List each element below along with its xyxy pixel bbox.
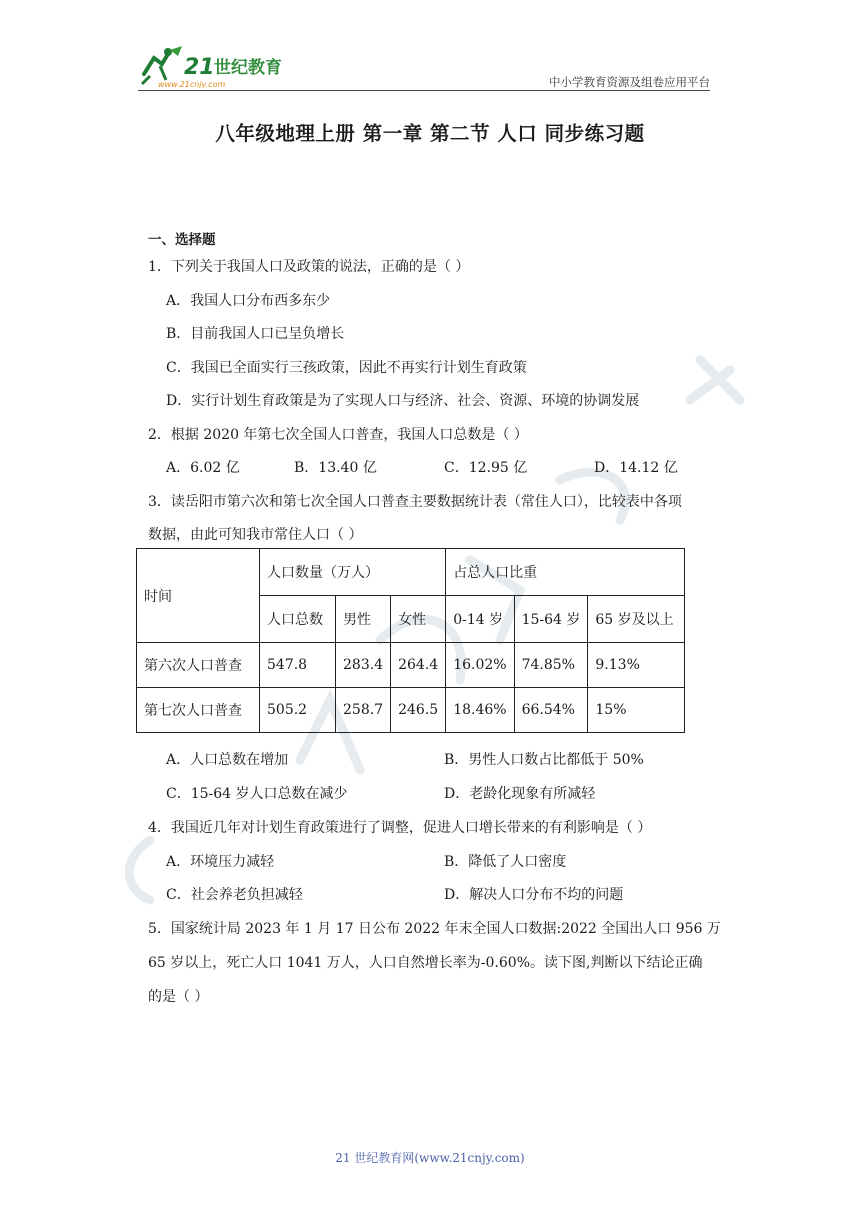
svg-text:21: 21 bbox=[184, 55, 215, 80]
svg-text:www.21cnjy.com: www.21cnjy.com bbox=[158, 80, 226, 88]
q1-option-c: C．我国已全面实行三孩政策，因此不再实行计划生育政策 bbox=[166, 360, 527, 376]
q1-option-a: A．我国人口分布西多东少 bbox=[166, 293, 331, 309]
q2-option-a: A．6.02 亿 bbox=[166, 460, 240, 476]
q3-option-a: A．人口总数在增加 bbox=[166, 752, 289, 768]
q1-option-d: D．实行计划生育政策是为了实现人口与经济、社会、资源、环境的协调发展 bbox=[166, 393, 640, 409]
q4-option-d: D．解决人口分布不均的问题 bbox=[444, 887, 624, 903]
table-cell: 246.5 bbox=[391, 688, 446, 733]
table-cell: 505.2 bbox=[260, 688, 336, 733]
table-cell: 16.02% bbox=[446, 643, 514, 688]
table-cell: 第六次人口普查 bbox=[137, 643, 260, 688]
question-3-stem-line-1: 3．读岳阳市第六次和第七次全国人口普查主要数据统计表（常住人口），比较表中各项 bbox=[148, 494, 682, 510]
table-subheader: 人口总数 bbox=[260, 596, 336, 643]
site-logo bbox=[138, 44, 328, 88]
q1-option-b: B．目前我国人口已呈负增长 bbox=[166, 326, 345, 342]
table-cell: 9.13% bbox=[588, 643, 685, 688]
platform-label: 中小学教育资源及组卷应用平台 bbox=[549, 75, 710, 89]
question-3-stem-line-2: 数据，由此可知我市常住人口（ ） bbox=[148, 527, 363, 543]
table-header-proportion: 占总人口比重 bbox=[446, 549, 685, 596]
page-footer[interactable]: 21 世纪教育网(www.21cnjy.com) bbox=[335, 1151, 525, 1165]
q3-option-c: C．15-64 岁人口总数在减少 bbox=[166, 786, 348, 802]
census-table bbox=[136, 548, 685, 733]
question-2-stem: 2．根据 2020 年第七次全国人口普查，我国人口总数是（ ） bbox=[148, 427, 528, 443]
svg-text:世纪教育: 世纪教育 bbox=[214, 58, 282, 78]
table-subheader: 65 岁及以上 bbox=[588, 596, 685, 643]
table-cell: 258.7 bbox=[336, 688, 391, 733]
question-1-stem: 1．下列关于我国人口及政策的说法，正确的是（ ） bbox=[148, 259, 470, 275]
table-subheader: 15-64 岁 bbox=[514, 596, 588, 643]
header-divider bbox=[138, 90, 710, 91]
table-cell: 18.46% bbox=[446, 688, 514, 733]
section-heading: 一、选择题 bbox=[148, 232, 216, 248]
q4-option-a: A．环境压力减轻 bbox=[166, 854, 275, 870]
question-5-stem-line-2: 65 岁以上，死亡人口 1041 万人，人口自然增长率为-0.60%。读下图,判断以下结论正确 bbox=[148, 955, 703, 971]
q2-option-c: C．12.95 亿 bbox=[444, 460, 528, 476]
question-4-stem: 4．我国近几年对计划生育政策进行了调整，促进人口增长带来的有利影响是（ ） bbox=[148, 820, 652, 836]
q2-option-d: D．14.12 亿 bbox=[594, 460, 678, 476]
page-title: 八年级地理上册 第一章 第二节 人口 同步练习题 bbox=[215, 122, 645, 145]
table-cell: 547.8 bbox=[260, 643, 336, 688]
table-header-population: 人口数量（万人） bbox=[260, 549, 446, 596]
q2-option-b: B．13.40 亿 bbox=[294, 460, 377, 476]
question-5-stem-line-3: 的是（ ） bbox=[148, 989, 209, 1005]
table-cell: 74.85% bbox=[514, 643, 588, 688]
table-subheader: 女性 bbox=[391, 596, 446, 643]
table-row bbox=[137, 643, 685, 688]
q3-option-b: B．男性人口数占比都低于 50% bbox=[444, 752, 644, 768]
table-cell: 第七次人口普查 bbox=[137, 688, 260, 733]
table-cell: 66.54% bbox=[514, 688, 588, 733]
table-header-time: 时间 bbox=[137, 549, 260, 643]
table-subheader: 男性 bbox=[336, 596, 391, 643]
table-cell: 283.4 bbox=[336, 643, 391, 688]
table-cell: 15% bbox=[588, 688, 685, 733]
question-5-stem-line-1: 5．国家统计局 2023 年 1 月 17 日公布 2022 年末全国人口数据:2022 全国出人口 956 万 bbox=[148, 921, 721, 937]
q3-option-d: D．老龄化现象有所减轻 bbox=[444, 786, 596, 802]
table-subheader: 0-14 岁 bbox=[446, 596, 514, 643]
page-header bbox=[138, 40, 710, 92]
table-row bbox=[137, 688, 685, 733]
q4-option-b: B．降低了人口密度 bbox=[444, 854, 567, 870]
table-cell: 264.4 bbox=[391, 643, 446, 688]
q4-option-c: C．社会养老负担减轻 bbox=[166, 887, 303, 903]
